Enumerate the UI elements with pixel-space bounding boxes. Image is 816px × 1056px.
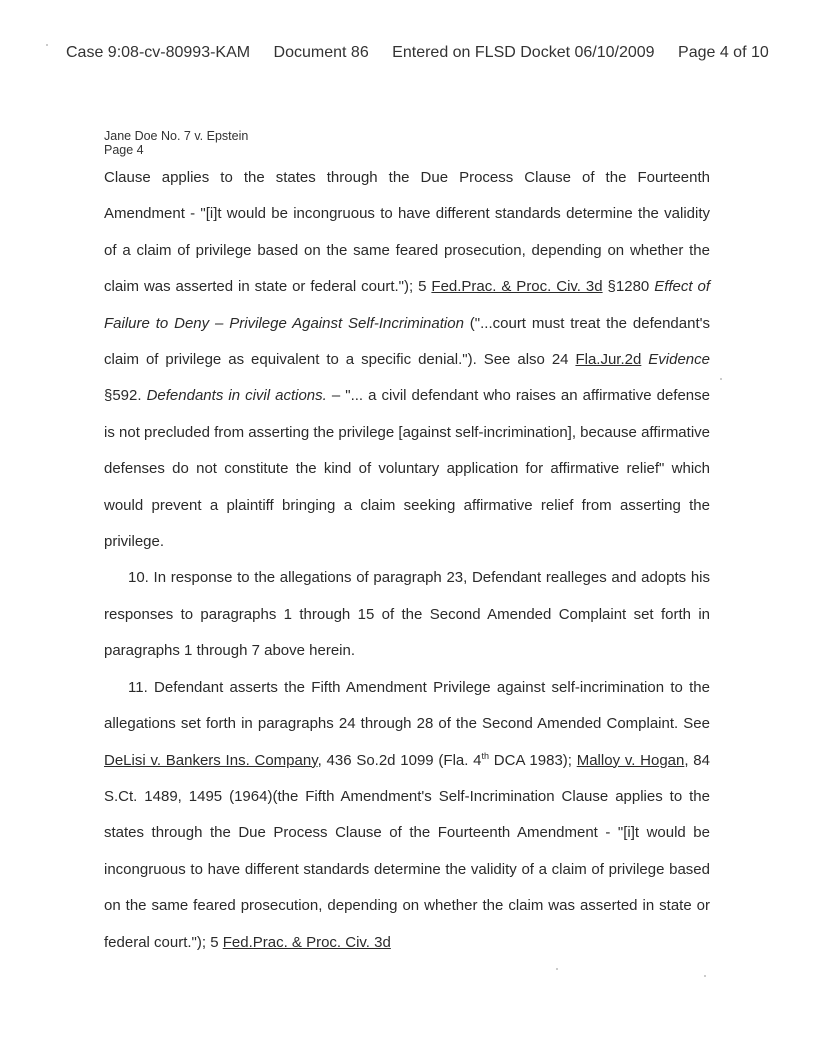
caption-title: Jane Doe No. 7 v. Epstein [104, 129, 249, 143]
citation-link: Fed.Prac. & Proc. Civ. 3d [222, 933, 391, 951]
document-body [104, 160, 710, 961]
case-number: Case 9:08-cv-80993-KAM [66, 44, 251, 61]
scan-speck [704, 975, 706, 977]
scan-speck [46, 44, 48, 46]
citation-link: Fed.Prac. & Proc. Civ. 3d [431, 278, 603, 296]
paragraph-10: 10. In response to the allegations of paragraph 23, Defendant realleges and adopts his responses to paragraphs 1 through 15 of the Second Amended Complaint set forth in paragraphs 1 through 7 above herein. [104, 569, 710, 660]
caption-page: Page 4 [104, 143, 144, 157]
document-number: Document 86 [273, 44, 369, 61]
docket-entry-date: Entered on FLSD Docket 06/10/2009 [392, 44, 655, 61]
paragraph-11: 11. Defendant asserts the Fifth Amendment Privilege against self-incrimination to the allegations set forth in paragraphs 24 through 28 of the Second Amended Complaint. See DeLisi v. Bankers Ins. Company, 436 So.2d 1099 (Fla. 4th DCA 1983); Malloy v. Hogan, 84 S.Ct. 1489, 1495 (1964)(the Fifth Amendment's Self-Incrimination Clause applies to the states through the Due Process Clause of the Fourteenth Amendment - "[i]t would be incongruous to have different standards determine the validity of a claim of privilege based on the same feared prosecution, depending on whether the claim was asserted in state or federal court."); 5 Fed.Prac. & Proc. Civ. 3d [104, 678, 710, 951]
docket-header [66, 44, 769, 62]
case-caption [104, 129, 248, 157]
paragraph-continuation: Clause applies to the states through the Due Process Clause of the Fourteenth Amendment - "[i]t would be incongruous to have different standards determine the validity of a claim of privilege based on the same feared prosecution, depending on whether the claim was asserted in state or federal court."); 5 Fed.Prac. & Proc. Civ. 3d §1280 Effect of Failure to Deny – Privilege Against Self-Incrimination ("...court must treat the defendant's claim of privilege as equivalent to a specific denial."). See also 24 Fla.Jur.2d Evidence §592. Defendants in civil actions. – "... a civil defendant who raises an affirmative defense is not precluded from asserting the privilege [against self-incrimination], because affirmative defenses do not constitute the kind of voluntary application for affirmative relief" which would prevent a plaintiff bringing a claim seeking affirmative relief from asserting the privilege. [104, 169, 711, 551]
scan-speck [556, 968, 558, 970]
citation-link: Malloy v. Hogan [576, 751, 685, 769]
scan-speck [720, 378, 722, 380]
citation-link: Fla.Jur.2d [575, 351, 642, 369]
page-count: Page 4 of 10 [678, 44, 769, 61]
citation-link: DeLisi v. Bankers Ins. Company [104, 751, 318, 769]
